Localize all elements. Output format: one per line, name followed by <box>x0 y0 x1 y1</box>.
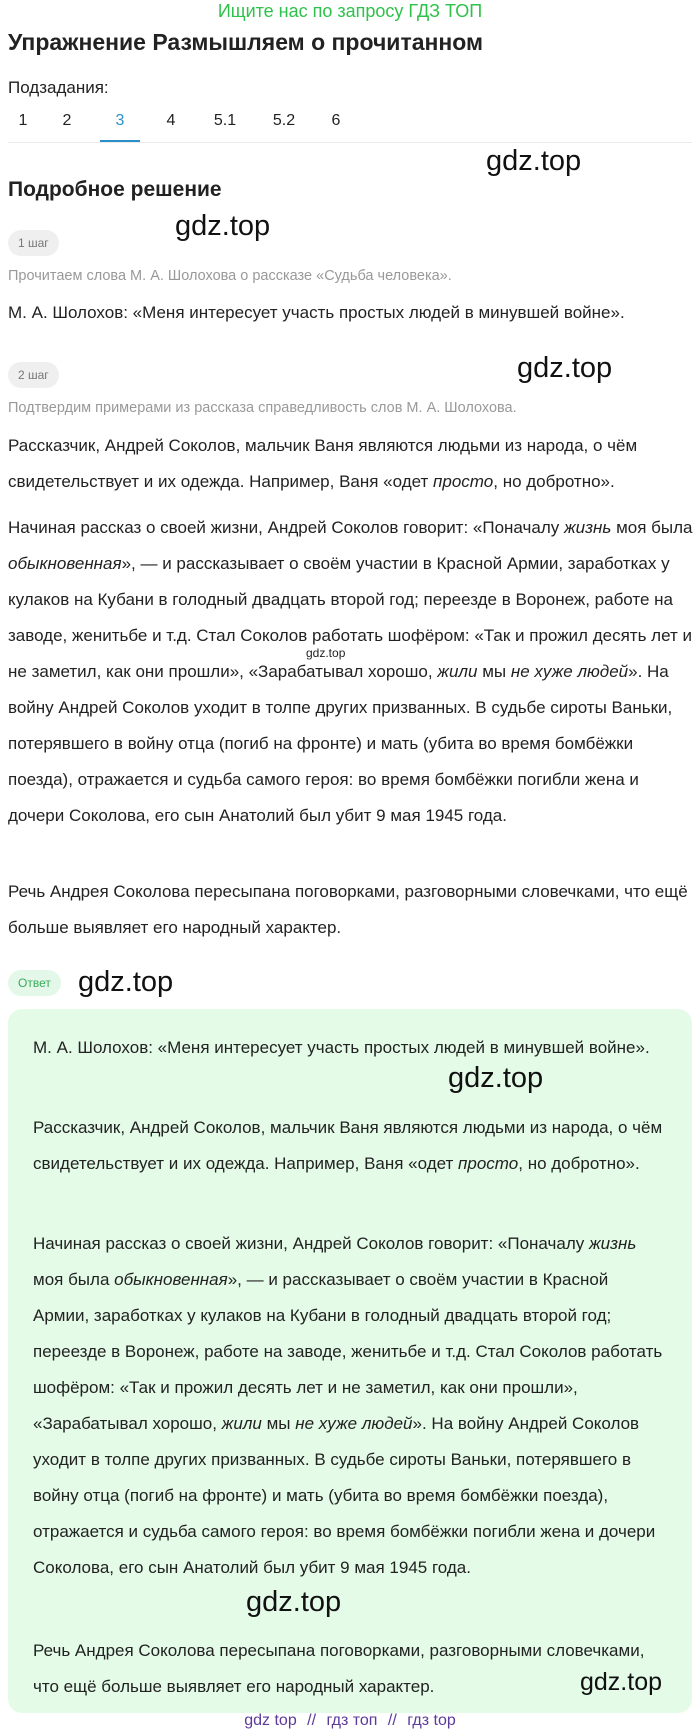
tab-5-2[interactable]: 5.2 <box>272 112 296 129</box>
footer-link[interactable]: гдз top <box>407 1712 456 1729</box>
step-2-paragraph-1: Рассказчик, Андрей Соколов, мальчик Ваня являются людьми из народа, о чём свидетельствует и их одежда. Например, Ваня «одет просто, но добротно». <box>8 436 638 491</box>
step-2-paragraph-2: Начиная рассказ о своей жизни, Андрей Соколов говорит: «Поначалу жизнь моя была обыкновенная», — и рассказывает о своём участии в Красной Армии, заработках у кулаков на Кубани в голодный двадцать второй год; переезде в Воронеж, работе на заводе, женитьбе и т.д. Стал Соколов работать шофёром: «Так и прожил десять лет и не заметил, как они прошли», «Зарабатывал хорошо, жили мы не хуже людей». На войну Андрей Соколов уходит в толпе других призванных. В судьбе сироты Ваньки, потерявшего в войну отца (погиб на фронте) и мать (убита во время бомбёжки поезда), отражается и судьба самого героя: во время бомбёжки погибли жена и дочери Соколова, его сын Анатолий был убит 9 мая 1945 года. <box>8 518 693 825</box>
tab-4[interactable]: 4 <box>166 112 176 129</box>
answer-paragraph-1: М. А. Шолохов: «Меня интересует участь простых людей в минувшей войне». <box>33 1038 650 1057</box>
answer-paragraph-3: Начиная рассказ о своей жизни, Андрей Соколов говорит: «Поначалу жизнь моя была обыкновенная», — и рассказывает о своём участии в Красной Армии, заработках у кулаков на Кубани в голодный двадцать второй год; переезде в Воронеж, работе на заводе, женитьбе и т.д. Стал Соколов работать шофёром: «Так и прожил десять лет и не заметил, как они прошли», «Зарабатывал хорошо, жили мы не хуже людей». На войну Андрей Соколов уходит в толпе других призванных. В судьбе сироты Ваньки, потерявшего в войну отца (погиб на фронте) и мать (убита во время бомбёжки поезда), отражается и судьба самого героя: во время бомбёжки погибли жена и дочери Соколова, его сын Анатолий был убит 9 мая 1945 года. <box>33 1234 663 1577</box>
step-1-badge: 1 шаг <box>8 230 59 256</box>
watermark: gdz.top <box>175 210 271 242</box>
step-1-hint: Прочитаем слова М. А. Шолохова о рассказе «Судьба человека». <box>8 268 452 284</box>
tab-1[interactable]: 1 <box>18 112 28 129</box>
tab-6[interactable]: 6 <box>331 112 341 129</box>
watermark: gdz.top <box>78 966 174 998</box>
step-1-text: М. А. Шолохов: «Меня интересует участь простых людей в минувшей войне». <box>8 303 625 322</box>
solution-heading: Подробное решение <box>8 178 222 201</box>
tab-2[interactable]: 2 <box>62 112 72 129</box>
answer-paragraph-2: Рассказчик, Андрей Соколов, мальчик Ваня являются людьми из народа, о чём свидетельствует и их одежда. Например, Ваня «одет просто, но добротно». <box>33 1118 663 1173</box>
footer-link[interactable]: гдз топ <box>326 1712 378 1729</box>
watermark: gdz.top <box>517 352 613 384</box>
answer-badge: Ответ <box>8 970 61 996</box>
answer-paragraph-4: Речь Андрея Соколова пересыпана поговорками, разговорными словечками, что ещё больше выявляет его народный характер. <box>33 1641 645 1696</box>
watermark: gdz.top <box>580 1668 663 1696</box>
footer-link[interactable]: gdz top <box>244 1712 297 1729</box>
watermark: gdz.top <box>486 145 582 177</box>
footer-separator: // <box>387 1712 397 1729</box>
footer-separator: // <box>307 1712 317 1729</box>
watermark: gdz.top <box>246 1586 342 1618</box>
step-2-paragraph-3: Речь Андрея Соколова пересыпана поговорками, разговорными словечками, что ещё больше выявляет его народный характер. <box>8 882 688 937</box>
page-title: Упражнение Размышляем о прочитанном <box>8 29 484 55</box>
search-banner: Ищите нас по запросу ГДЗ ТОП <box>217 1 483 21</box>
step-2-badge: 2 шаг <box>8 362 59 388</box>
subtasks-label: Подзадания: <box>8 78 109 97</box>
footer-links <box>0 1712 700 1730</box>
watermark-small: gdz.top <box>306 646 346 660</box>
tab-3[interactable]: 3 <box>100 108 140 142</box>
tab-5-1[interactable]: 5.1 <box>213 112 237 129</box>
subtask-tabs <box>8 108 692 143</box>
watermark: gdz.top <box>448 1062 544 1094</box>
step-2-hint: Подтвердим примерами из рассказа справедливость слов М. А. Шолохова. <box>8 400 517 416</box>
